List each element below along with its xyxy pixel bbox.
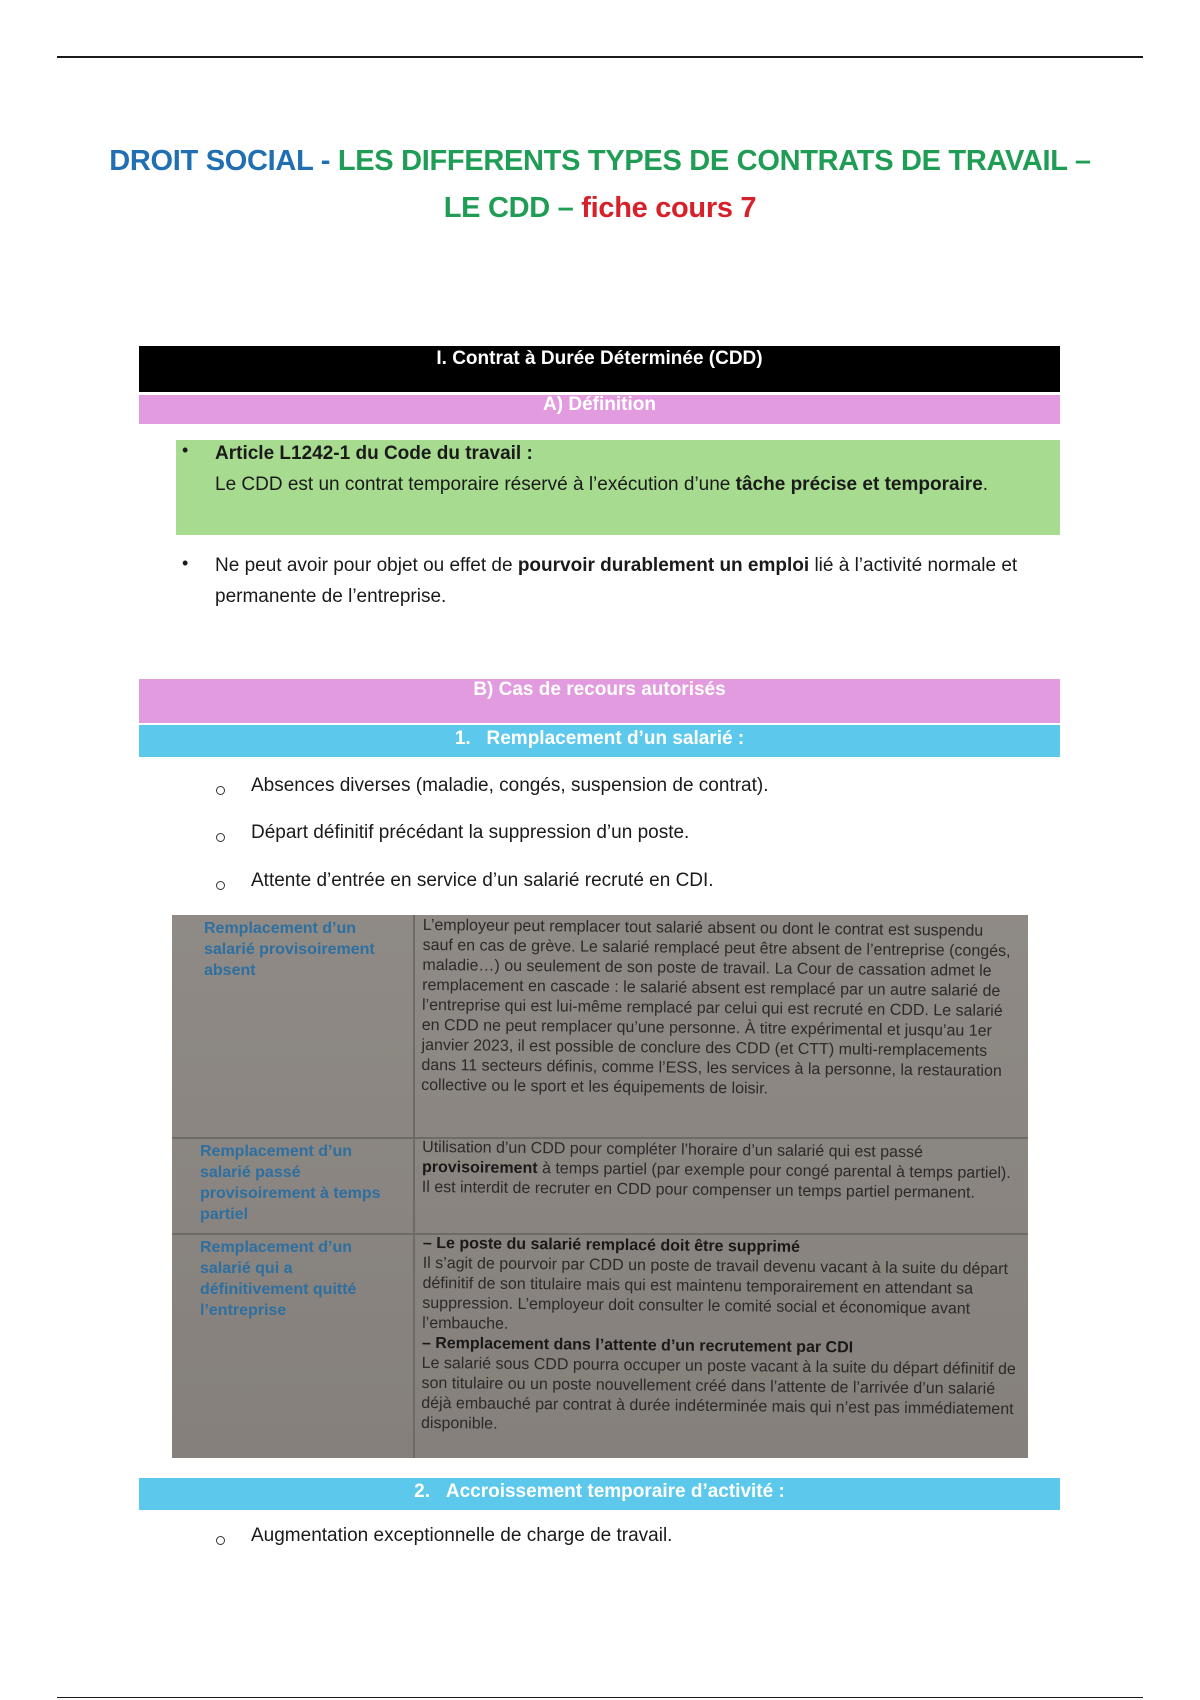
subsection-1-heading-text: 1. Remplacement d’un salarié : <box>454 728 745 749</box>
list-item: Attente d’entrée en service d’un salarié recruté en CDI. <box>251 870 714 891</box>
table-row-divider <box>172 1137 1028 1139</box>
table-row-label: Remplacement d’un salarié passé provisoirement à temps partiel <box>200 1143 381 1223</box>
title-part-3: fiche cours 7 <box>581 192 757 224</box>
list-item: Absences diverses (maladie, congés, suspension de contrat). <box>251 775 769 796</box>
list-item: Départ définitif précédant la suppression d’un poste. <box>251 822 690 843</box>
section-a-heading <box>139 395 1060 424</box>
top-rule <box>57 56 1143 58</box>
table-row-bold-1: – Le poste du salarié remplacé doit être supprimé <box>422 1234 801 1256</box>
subsection-2-heading <box>139 1478 1060 1510</box>
table-row-divider <box>172 1233 1028 1235</box>
table-row-text-2: à temps partiel (par exemple pour congé parental à temps partiel). Il est interdit de recruter en CDD pour compenser un temps partiel permanent. <box>421 1160 1011 1202</box>
table-row-text <box>422 1138 1018 1204</box>
point-2-bold: pourvoir durablement un emploi <box>517 555 810 576</box>
table-row-text-1: Il s’agit de pourvoir par CDD un poste de travail devenu vacant à la suite du départ définitif de son titulaire mais qui est maintenu temporairement en attendant sa suppression. L’employeur doit consulter le comité social et économique avant l’embauche. <box>422 1254 1009 1333</box>
title-part-1: DROIT SOCIAL - <box>109 145 338 177</box>
section-b-heading <box>139 679 1060 723</box>
table-row-label: Remplacement d’un salarié qui a définitivement quitté l’entreprise <box>200 1239 357 1319</box>
subsection-2-heading-text: 2. Accroissement temporaire d’activité : <box>414 1481 785 1502</box>
circle-bullet-icon <box>216 881 225 890</box>
bottom-rule <box>57 1697 1143 1698</box>
point-2-text-2: lié à l’activité normale et permanente de l’entreprise. <box>215 555 1018 607</box>
article-block <box>215 438 1015 500</box>
article-text-1: Le CDD est un contrat temporaire réservé à l’exécution d’une <box>215 474 736 495</box>
circle-bullet-icon <box>216 1536 225 1545</box>
subsection-1-heading <box>139 725 1060 757</box>
bullet-dot: • <box>182 553 189 573</box>
circle-bullet-icon <box>216 833 225 842</box>
table-row-text <box>421 1234 1018 1440</box>
textbook-photo-table <box>172 915 1028 1458</box>
table-row-text-bold: provisoirement <box>421 1158 538 1178</box>
section-1-heading-text: I. Contrat à Durée Déterminée (CDD) <box>436 348 763 369</box>
table-row-text-2: Le salarié sous CDD pourra occuper un poste vacant à la suite du départ définitif de son titulaire ou un poste nouvellement créé dans l’attente de l’arrivée d’un salarié déjà embauché par contrat à durée indéterminée mais qui n’est pas immédiatement disponible. <box>420 1354 1016 1433</box>
list-item: Augmentation exceptionnelle de charge de travail. <box>251 1525 673 1546</box>
article-text-bold: tâche précise et temporaire <box>735 474 983 495</box>
table-column-divider <box>413 915 415 1458</box>
section-1-heading <box>139 346 1060 392</box>
section-b-heading-text: B) Cas de recours autorisés <box>473 679 726 700</box>
definition-point-2 <box>215 550 1035 612</box>
table-row-label: Remplacement d’un salarié provisoirement absent <box>204 920 375 979</box>
page-title <box>100 138 1100 232</box>
section-a-heading-text: A) Définition <box>543 394 656 415</box>
title-part-2: LES DIFFERENTS TYPES DE CONTRATS DE TRAVAIL – LE CDD – <box>337 145 1091 224</box>
table-row-bold-2: – Remplacement dans l’attente d’un recrutement par CDI <box>421 1334 854 1357</box>
point-2-text-1: Ne peut avoir pour objet ou effet de <box>215 555 518 576</box>
article-title: Article L1242-1 du Code du travail : <box>215 443 533 464</box>
bullet-dot: • <box>182 440 189 460</box>
article-text-2: . <box>982 474 989 495</box>
circle-bullet-icon <box>216 786 225 795</box>
table-row-text-1: Utilisation d’un CDD pour compléter l’horaire d’un salarié qui est passé <box>422 1138 923 1162</box>
table-row-text: L’employeur peut remplacer tout salarié absent ou dont le contrat est suspendu sauf en cas de grève. Le salarié remplacé peut être absent de l’entreprise (congés, maladie…) ou seulement de son poste de travail. La Cour de cassation admet le remplacement en cascade : le salarié absent est remplacé par un autre salarié de l’entreprise qui est lui-même remplacé par celui qui est recruté en CDD. Le salarié en CDD ne peut remplacer qu’une personne. À titre expérimental et jusqu’au 1er janvier 2023, il est possible de conclure des CDD (et CTT) multi-remplacements dans 11 secteurs définis, comme l’ESS, les services à la personne, la restauration collective ou le sport et les équipements de loisir. <box>421 916 1011 1098</box>
